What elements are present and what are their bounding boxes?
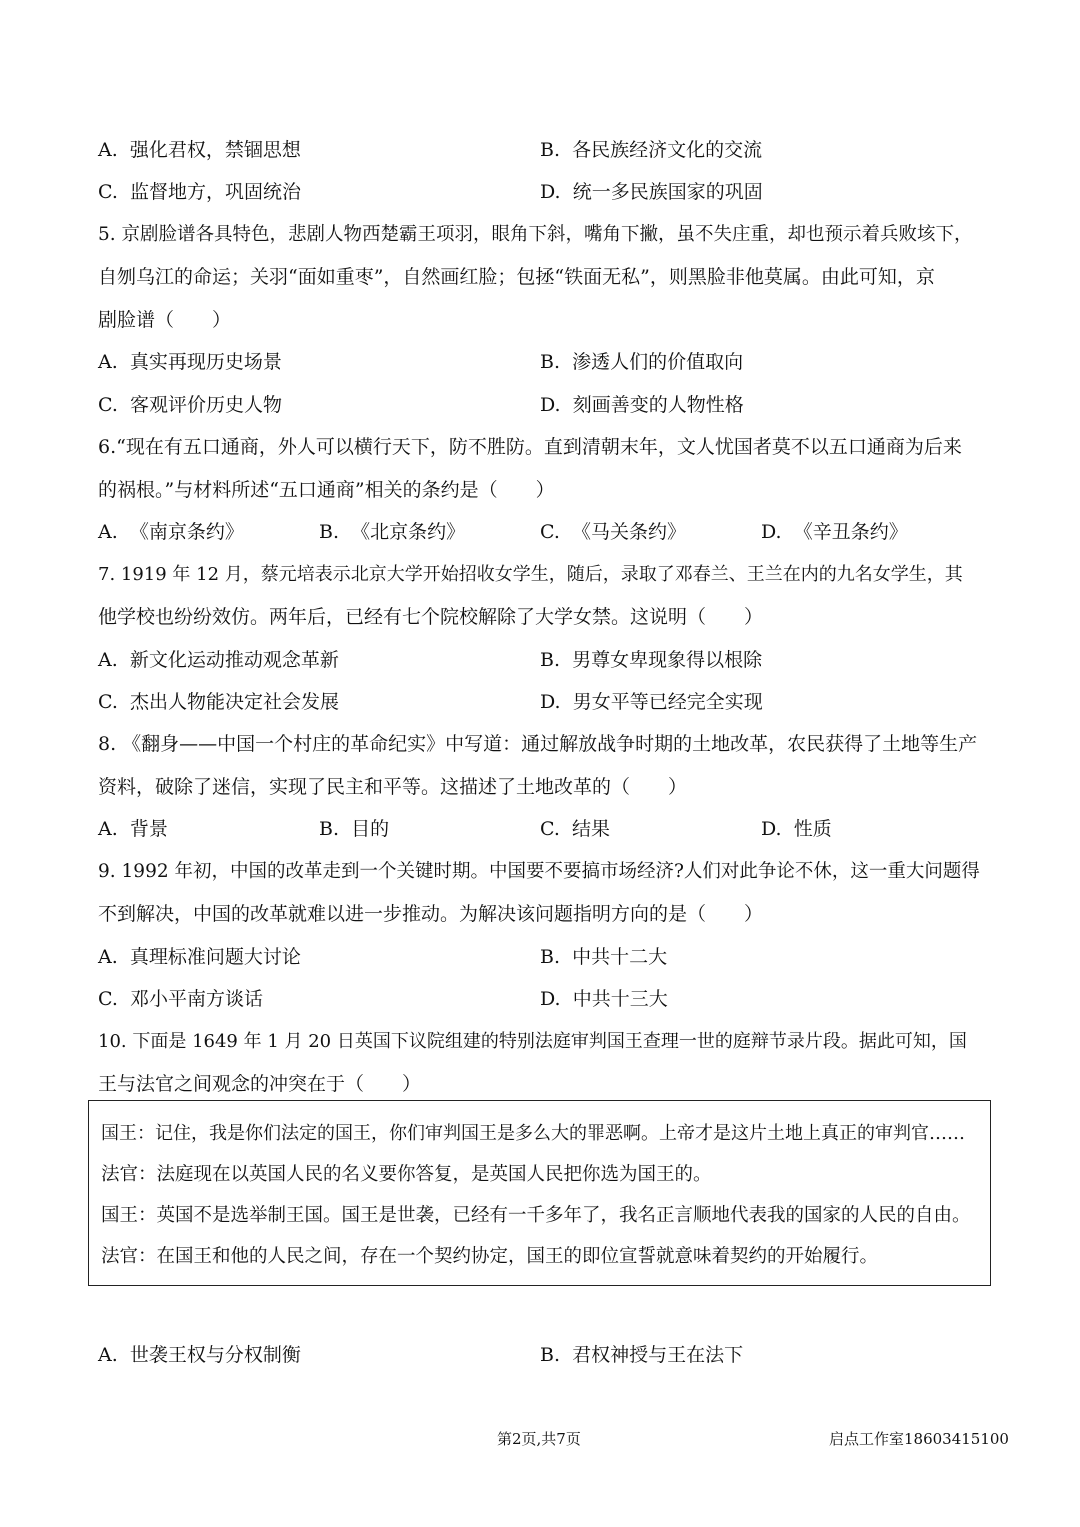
excerpt-line: 法官：在国王和他的人民之间，存在一个契约协定，国王的即位宣誓就意味着契约的开始履行。 [101, 1246, 879, 1267]
q5-stem-line: 剧脸谱（ ） [98, 309, 232, 331]
q7-option-b: B. 男尊女卑现象得以根除 [540, 649, 763, 671]
q6-option-b: B. 《北京条约》 [319, 521, 466, 543]
q5-option-b: B. 渗透人们的价值取向 [540, 351, 744, 373]
q8-option-d: D. 性质 [761, 818, 832, 840]
excerpt-line: 国王：记住，我是你们法定的国王，你们审判国王是多么大的罪恶啊。上帝才是这片土地上真正的审判官…… [101, 1123, 965, 1144]
q9-option-c: C. 邓小平南方谈话 [98, 988, 264, 1010]
q7-option-d: D. 男女平等已经完全实现 [540, 691, 763, 713]
q8-stem-line: 8. 《翻身——中国一个村庄的革命纪实》中写道：通过解放战争时期的土地改革，农民获得了土地等生产 [98, 733, 978, 755]
q8-option-c: C. 结果 [540, 818, 611, 840]
q7-option-c: C. 杰出人物能决定社会发展 [98, 691, 340, 713]
q4-option-b: B. 各民族经济文化的交流 [540, 139, 763, 161]
q4-option-a: A. 强化君权，禁锢思想 [98, 139, 301, 161]
q10-option-a: A. 世袭王权与分权制衡 [98, 1344, 301, 1366]
q9-option-d: D. 中共十三大 [540, 988, 668, 1010]
q6-option-d: D. 《辛丑条约》 [761, 521, 908, 543]
page-number: 第2页,共7页 [497, 1430, 581, 1448]
q10-option-b: B. 君权神授与王在法下 [540, 1344, 744, 1366]
q4-option-d: D. 统一多民族国家的巩固 [540, 181, 763, 203]
q5-stem-line: 自刎乌江的命运；关羽“面如重枣”，自然画红脸；包拯“铁面无私”，则黑脸非他莫属。由此可知，京 [98, 266, 935, 288]
studio-contact: 启点工作室18603415100 [829, 1430, 1009, 1448]
q5-option-a: A. 真实再现历史场景 [98, 351, 282, 373]
q7-option-a: A. 新文化运动推动观念革新 [98, 649, 339, 671]
q6-option-c: C. 《马关条约》 [540, 521, 687, 543]
q9-stem-line: 9. 1992 年初，中国的改革走到一个关键时期。中国要不要搞市场经济?人们对此争论不休，这一重大问题得 [98, 861, 980, 882]
q6-stem-line: 6.“现在有五口通商，外人可以横行天下，防不胜防。直到清朝末年，文人忧国者莫不以五口通商为后来 [98, 436, 962, 458]
q5-option-c: C. 客观评价历史人物 [98, 394, 283, 416]
q7-stem-line: 7. 1919 年 12 月，蔡元培表示北京大学开始招收女学生，随后，录取了邓春兰、王兰在内的九名女学生，其 [98, 564, 963, 585]
q5-option-d: D. 刻画善变的人物性格 [540, 394, 744, 416]
q4-option-c: C. 监督地方，巩固统治 [98, 181, 302, 203]
q6-option-a: A. 《南京条约》 [98, 521, 244, 543]
q6-stem-line: 的祸根。”与材料所述“五口通商”相关的条约是（ ） [98, 479, 555, 501]
q10-stem-line: 10. 下面是 1649 年 1 月 20 日英国下议院组建的特别法庭审判国王查理一世的庭辩节录片段。据此可知，国 [98, 1031, 967, 1052]
q7-stem-line: 他学校也纷纷效仿。两年后，已经有七个院校解除了大学女禁。这说明（ ） [98, 606, 764, 628]
q8-stem-line: 资料，破除了迷信，实现了民主和平等。这描述了土地改革的（ ） [98, 776, 688, 798]
q10-stem-line: 王与法官之间观念的冲突在于（ ） [98, 1073, 422, 1095]
excerpt-line: 法官：法庭现在以英国人民的名义要你答复，是英国人民把你选为国王的。 [101, 1164, 712, 1185]
excerpt-line: 国王：英国不是选举制王国。国王是世袭，已经有一千多年了，我名正言顺地代表我的国家的人民的自由。 [101, 1205, 971, 1226]
q9-option-b: B. 中共十二大 [540, 946, 668, 968]
trial-excerpt-box [88, 1100, 991, 1286]
q9-option-a: A. 真理标准问题大讨论 [98, 946, 301, 968]
q8-option-a: A. 背景 [98, 818, 168, 840]
q8-option-b: B. 目的 [319, 818, 390, 840]
q5-stem-line: 5. 京剧脸谱各具特色，悲剧人物西楚霸王项羽，眼角下斜，嘴角下撇，虽不失庄重，却也预示着兵败垓下， [98, 224, 973, 245]
q9-stem-line: 不到解决，中国的改革就难以进一步推动。为解决该问题指明方向的是（ ） [98, 903, 764, 925]
